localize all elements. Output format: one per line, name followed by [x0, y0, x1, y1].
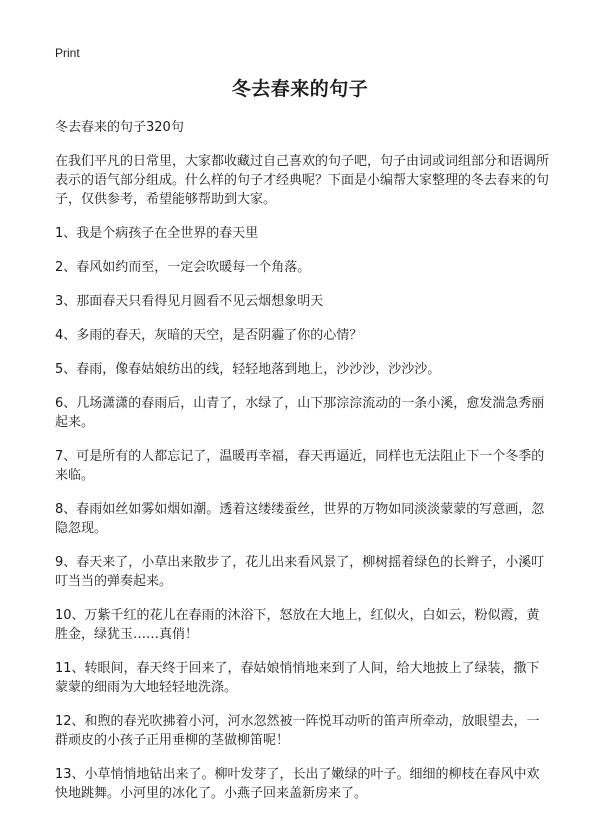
sentence-item: 7、可是所有的人都忘记了，温暖再幸福，春天再逼近，同样也无法阻止下一个冬季的来临。	[55, 449, 545, 483]
sentence-item: 4、多雨的春天，灰暗的天空，是否阴霾了你的心情？	[55, 328, 363, 343]
article-intro: 在我们平凡的日常里，大家都收藏过自己喜欢的句子吧，句子由词或词组部分和语调所表示的语气部分组成。什么样的句子才经典呢？下面是小编帮大家整理的冬去春来的句子，仅供参考，希望能够帮助到大家。	[55, 154, 550, 207]
sentence-item: 12、和煦的春光吹拂着小河，河水忽然被一阵悦耳动听的笛声所牵动，放眼望去，一群顽皮的小孩子正用垂柳的茎做柳笛呢！	[55, 714, 540, 748]
page-title: 冬去春来的句子	[231, 78, 369, 100]
print-link[interactable]: Print	[55, 46, 80, 60]
article-subtitle: 冬去春来的句子320句	[55, 120, 184, 135]
sentence-item: 3、那面春天只看得见月圆看不见云烟想象明天	[55, 294, 324, 309]
sentence-item: 5、春雨，像春姑娘纺出的线，轻轻地落到地上，沙沙沙，沙沙沙。	[55, 362, 441, 377]
article-body	[55, 118, 550, 818]
sentence-item: 13、小草悄悄地钻出来了。柳叶发芽了，长出了嫩绿的叶子。细细的柳枝在春风中欢快地跳舞。小河里的冰化了。小燕子回来盖新房来了。	[55, 767, 540, 801]
sentence-item: 8、春雨如丝如雾如烟如潮。透着这缕缕蚕丝，世界的万物如同淡淡蒙蒙的写意画，忽隐忽现。	[55, 502, 545, 536]
sentence-item: 10、万紫千红的花儿在春雨的沐浴下，怒放在大地上，红似火，白如云，粉似霞，黄胜金，绿犹玉……真俏！	[55, 608, 540, 642]
sentence-item: 6、几场潇潇的春雨后，山青了，水绿了，山下那淙淙流动的一条小溪，愈发湍急秀丽起来。	[55, 396, 545, 430]
sentence-item: 2、春风如约而至，一定会吹暖每一个角落。	[55, 260, 311, 275]
sentence-item: 9、春天来了，小草出来散步了，花儿出来看风景了，柳树摇着绿色的长辫子，小溪叮叮当当的弹奏起来。	[55, 555, 545, 589]
sentence-item: 11、转眼间，春天终于回来了，春姑娘悄悄地来到了人间，给大地披上了绿装，撒下蒙蒙的细雨为大地轻轻地洗涤。	[55, 661, 540, 695]
sentence-item: 1、我是个病孩子在全世界的春天里	[55, 226, 259, 241]
